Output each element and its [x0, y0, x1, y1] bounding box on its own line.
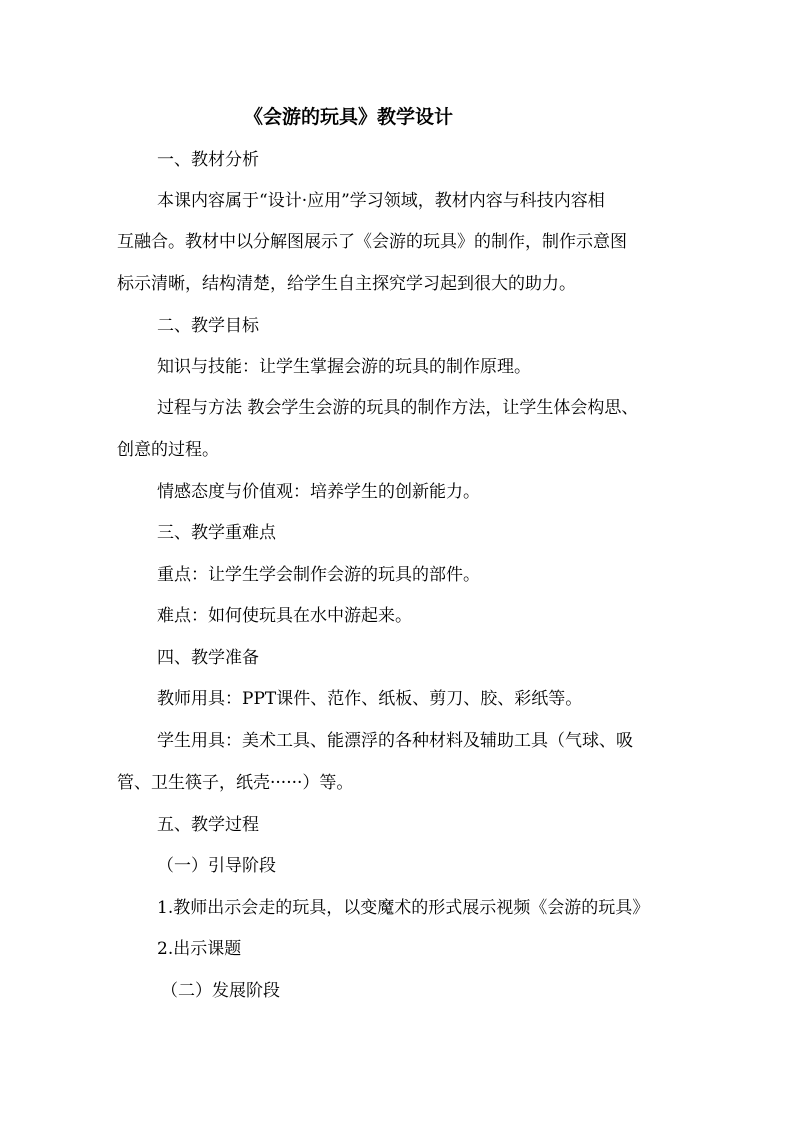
section-heading-textbook-analysis: 一、教材分析 [157, 150, 259, 170]
paragraph-line: 标示清晰，结构清楚，给学生自主探究学习起到很大的助力。 [117, 274, 576, 294]
paragraph-line: 学生用具：美术工具、能漂浮的各种材料及辅助工具（气球、吸 [157, 731, 633, 751]
paragraph-line: 1.教师出示会走的玩具，以变魔术的形式展示视频《会游的玩具》 [157, 898, 650, 918]
section-heading-preparation: 四、教学准备 [157, 648, 259, 668]
paragraph-line: 教师用具：PPT课件、范作、纸板、剪刀、胶、彩纸等。 [157, 689, 583, 709]
paragraph-line: 重点：让学生学会制作会游的玩具的部件。 [157, 565, 480, 585]
paragraph-line: 难点：如何使玩具在水中游起来。 [157, 606, 412, 626]
paragraph-line: 过程与方法 教会学生会游的玩具的制作方法，让学生体会构思、 [157, 398, 639, 418]
subsection-heading-development-stage: （二）发展阶段 [161, 981, 280, 1001]
paragraph-line: 创意的过程。 [117, 440, 219, 460]
paragraph-line: 管、卫生筷子，纸壳······）等。 [117, 773, 354, 793]
paragraph-line: 本课内容属于“设计·应用”学习领域，教材内容与科技内容相 [157, 191, 605, 211]
paragraph-line: 知识与技能：让学生掌握会游的玩具的制作原理。 [157, 357, 531, 377]
subsection-heading-guide-stage: （一）引导阶段 [157, 856, 276, 876]
document-title: 《会游的玩具》教学设计 [244, 106, 454, 128]
paragraph-line: 情感态度与价值观：培养学生的创新能力。 [157, 482, 480, 502]
section-heading-teaching-goals: 二、教学目标 [157, 316, 259, 336]
section-heading-key-points: 三、教学重难点 [157, 523, 276, 543]
paragraph-line: 2.出示课题 [157, 939, 242, 959]
paragraph-line: 互融合。教材中以分解图展示了《会游的玩具》的制作，制作示意图 [117, 232, 627, 252]
section-heading-process: 五、教学过程 [157, 815, 259, 835]
